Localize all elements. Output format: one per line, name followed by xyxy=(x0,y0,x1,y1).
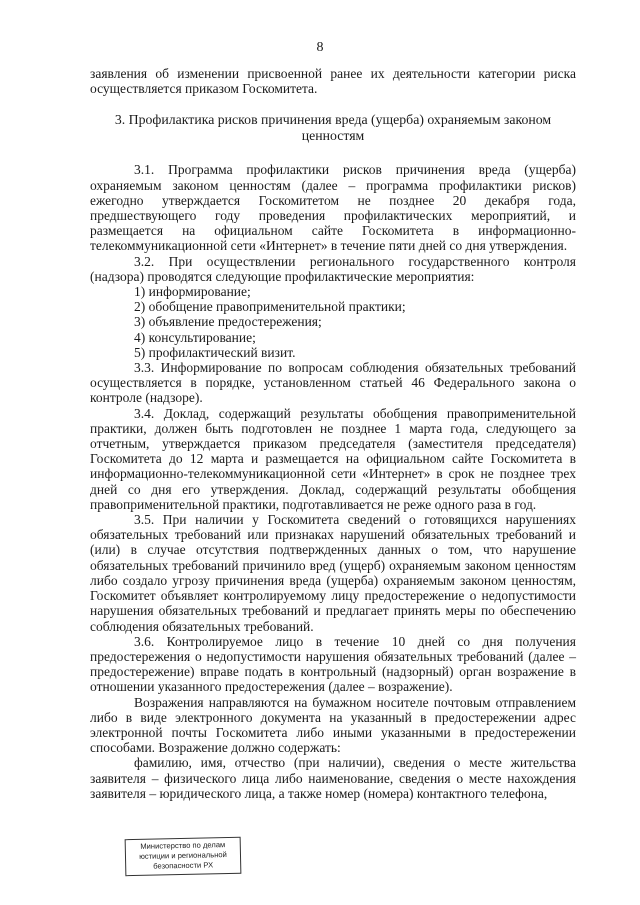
list-item: 3) объявление предостережения; xyxy=(134,314,322,330)
list-item: 4) консультирование; xyxy=(134,329,256,345)
page-number: 8 xyxy=(316,40,324,55)
paragraph-3-6: 3.6. Контролируемое лицо в течение 10 дней со дня получения предостережения о недопустимости нарушения обязательных требований (далее – предостережение) вправе подать в контрольный (надзорный) орган возражение в отношении указанного предостережения (далее – возражение). xyxy=(90,633,576,695)
paragraph-3-2: 3.2. При осуществлении регионального государственного контроля (надзора) проводятся следующие профилактические мероприятия: xyxy=(90,253,576,284)
list-item: 1) информирование; xyxy=(134,284,251,300)
ministry-stamp xyxy=(125,837,242,876)
paragraph-3-1: 3.1. Программа профилактики рисков причинения вреда (ущерба) охраняемым законом ценностям (далее – программа профилактики рисков) ежегодно утверждается Госкомитетом не позднее 20 декабря года, предшествующего году проведения профилактических мероприятий, и размещается на официальном сайте Госкомитета в информационно-телекоммуникационной сети «Интернет» в течение пяти дней со дня утверждения. xyxy=(90,162,576,254)
document-body xyxy=(90,66,576,801)
paragraph-3-5: 3.5. При наличии у Госкомитета сведений о готовящихся нарушениях обязательных требований или признаках нарушений обязательных требований и (или) в случае отсутствия подтвержденных данных о том, что нарушение обязательных требований причинило вред (ущерб) охраняемым законом ценностям либо создало угрозу причинения вреда (ущерба) охраняемым законом ценностям, Госкомитет объявляет контролируемому лицу предостережение о недопустимости нарушения обязательных требований и предлагает принять меры по обеспечению соблюдения обязательных требований. xyxy=(90,512,576,634)
paragraph-3-4: 3.4. Доклад, содержащий результаты обобщения правоприменительной практики, должен быть подготовлен не позднее 1 марта года, следующего за отчетным, утверждается приказом председателя (заместителя председателя) Госкомитета до 12 марта и размещается на официальном сайте Госкомитета в информационно-телекоммуникационной сети «Интернет» в срок не позднее трех дней со дня его утверждения. Доклад, содержащий результаты обобщения правоприменительной практики, подготавливается не реже одного раза в год. xyxy=(90,405,576,512)
list-item: 2) обобщение правоприменительной практики; xyxy=(134,299,406,315)
measures-list xyxy=(90,284,576,360)
list-item: 5) профилактический визит. xyxy=(134,344,296,360)
stamp-line: Министерство по делам xyxy=(140,840,226,851)
paragraph-fio: фамилию, имя, отчество (при наличии), сведения о месте жительства заявителя – физического лица либо наименование, сведения о месте нахождения заявителя – юридического лица, а также номер (номера) контактного телефона, xyxy=(90,755,576,801)
stamp-line: безопасности РХ xyxy=(153,860,214,871)
paragraph-3-3: 3.3. Информирование по вопросам соблюдения обязательных требований осуществляется в порядке, установленном статьей 46 Федерального закона о контроле (надзоре). xyxy=(90,360,576,406)
intro-paragraph: заявления об изменении присвоенной ранее их деятельности категории риска осуществляется приказом Госкомитета. xyxy=(90,66,576,97)
section-heading: 3. Профилактика рисков причинения вреда (ущерба) охраняемым законом ценностям xyxy=(114,112,552,144)
stamp-line: юстиции и региональной xyxy=(139,850,227,861)
paragraph-objections: Возражения направляются на бумажном носителе почтовым отправлением либо в виде электронного документа на указанный в предостережении адрес электронной почты Госкомитета либо иными указанными в предостережении способами. Возражение должно содержать: xyxy=(90,694,576,756)
